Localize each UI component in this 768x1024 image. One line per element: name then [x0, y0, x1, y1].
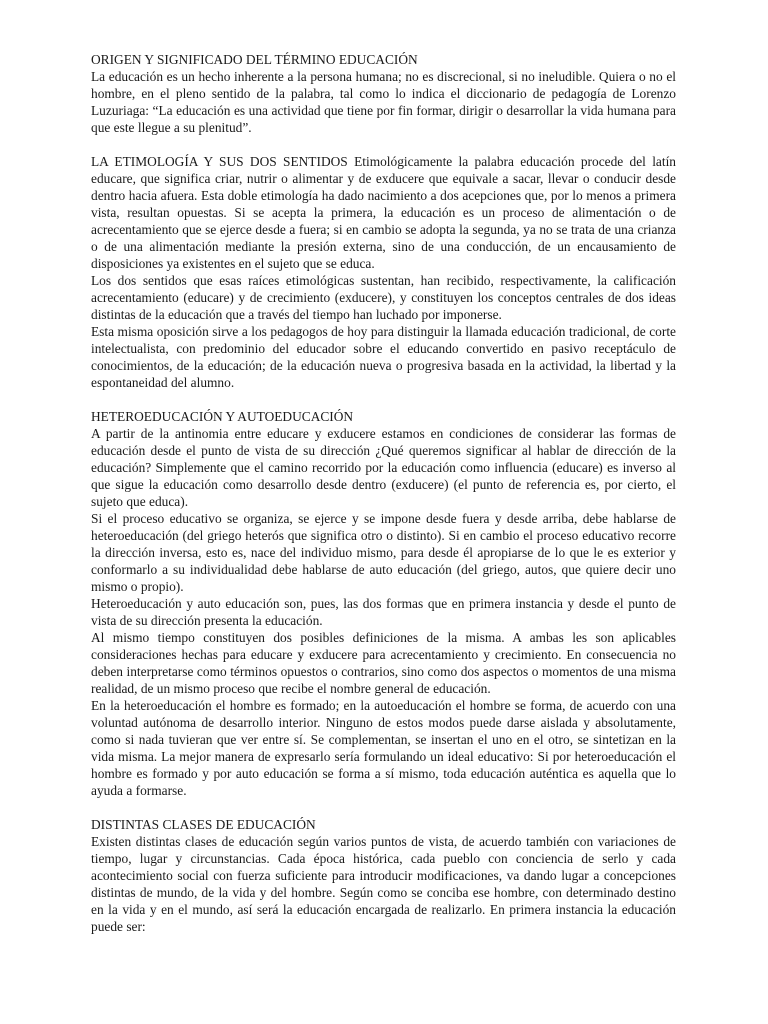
paragraph-gap [91, 391, 676, 408]
section-heading-clases: DISTINTAS CLASES DE EDUCACIÓN [91, 817, 316, 832]
paragraph-lead-text: Etimológicamente la palabra educación procede del latín educare, que significa criar, nutrir o alimentar y de exducere que equivale a sacar, llevar o conducir desde dentro hacia afuera. Esta doble etimología ha dado nacimiento a dos acepciones que, por lo menos a primera vista, resultan opuestas. Si se acepta la primera, la educación es un proceso de alimentación o de acrecentamiento que se ejerce desde a fuera; si en cambio se adopta la segunda, ya no se trata de una crianza o de una alimentación mediante la presión externa, sino de una conducción, de un encausamiento de disposiciones ya existentes en el sujeto que se educa. [91, 154, 677, 271]
section-heading-origen: ORIGEN Y SIGNIFICADO DEL TÉRMINO EDUCACIÓN [91, 52, 418, 67]
section-heading-etimologia: LA ETIMOLOGÍA Y SUS DOS SENTIDOS [91, 154, 348, 169]
paragraph: La educación es un hecho inherente a la persona humana; no es discrecional, si no ineludible. Quiera o no el hombre, en el pleno sentido de la palabra, tal como lo indica el diccionario de pedagogía de Lorenzo Luzuriaga: “La educación es una actividad que tiene por fin formar, dirigir o desarrollar la vida humana para que este llegue a su plenitud”. [91, 69, 676, 135]
document-page [91, 51, 676, 935]
paragraph: Al mismo tiempo constituyen dos posibles definiciones de la misma. A ambas les son aplicables consideraciones hechas para educare y exducere para acrecentamiento y crecimiento. En consecuencia no deben interpretarse como términos opuestos o contrarios, sino como dos aspectos o momentos de una misma realidad, de un mismo proceso que recibe el nombre general de educación. [91, 630, 676, 696]
paragraph: Si el proceso educativo se organiza, se ejerce y se impone desde fuera y desde arriba, debe hablarse de heteroeducación (del griego heterós que significa otro o distinto). Si en cambio el proceso educativo recorre la dirección inversa, esto es, nace del individuo mismo, para desde él apropiarse de lo que le es exterior y conformarlo a su individualidad debe hablarse de auto educación (del griego, autos, que quiere decir uno mismo o propio). [91, 511, 676, 594]
section-heading-heteroeducacion: HETEROEDUCACIÓN Y AUTOEDUCACIÓN [91, 409, 354, 424]
paragraph: Esta misma oposición sirve a los pedagogos de hoy para distinguir la llamada educación tradicional, de corte intelectualista, con predominio del educador sobre el educando convertido en pasivo receptáculo de conocimientos, de la educación; de la educación nueva o progresiva basada en la actividad, la libertad y la espontaneidad del alumno. [91, 324, 676, 390]
paragraph: Existen distintas clases de educación según varios puntos de vista, de acuerdo también con variaciones de tiempo, lugar y circunstancias. Cada época histórica, cada pueblo con conciencia de serlo y cada acontecimiento social con fuerza suficiente para introducir modificaciones, va dando lugar a concepciones distintas de mundo, de la vida y del hombre. Según como se conciba ese hombre, con determinado destino en la vida y en el mundo, así será la educación encargada de realizarlo. En primera instancia la educación puede ser: [91, 834, 676, 934]
paragraph-gap [91, 799, 676, 816]
paragraph: A partir de la antinomia entre educare y exducere estamos en condiciones de considerar las formas de educación desde el punto de vista de su dirección ¿Qué queremos significar al hablar de dirección de la educación? Simplemente que el camino recorrido por la educación como influencia (educare) es inverso al que sigue la educación como desarrollo desde dentro (exducere) (el punto de referencia es, por cierto, el sujeto que educa). [91, 426, 676, 509]
paragraph: En la heteroeducación el hombre es formado; en la autoeducación el hombre se forma, de acuerdo con una voluntad autónoma de desarrollo interior. Ninguno de estos modos puede darse aislada y absolutamente, como si nada tuvieran que ver entre sí. Se complementan, se insertan el uno en el otro, se sintetizan en la vida misma. La mejor manera de expresarlo sería formulando un ideal educativo: Si por heteroeducación el hombre es formado y por auto educación se forma a sí mismo, toda educación auténtica es aquella que lo ayuda a formarse. [91, 698, 676, 798]
paragraph: Heteroeducación y auto educación son, pues, las dos formas que en primera instancia y desde el punto de vista de su dirección presenta la educación. [91, 596, 676, 628]
paragraph-with-inline-heading [91, 153, 676, 272]
paragraph: Los dos sentidos que esas raíces etimológicas sustentan, han recibido, respectivamente, la calificación acrecentamiento (educare) y de crecimiento (exducere), y constituyen los conceptos centrales de dos ideas distintas de la educación que a través del tiempo han luchado por imponerse. [91, 273, 676, 322]
paragraph-gap [91, 136, 676, 153]
